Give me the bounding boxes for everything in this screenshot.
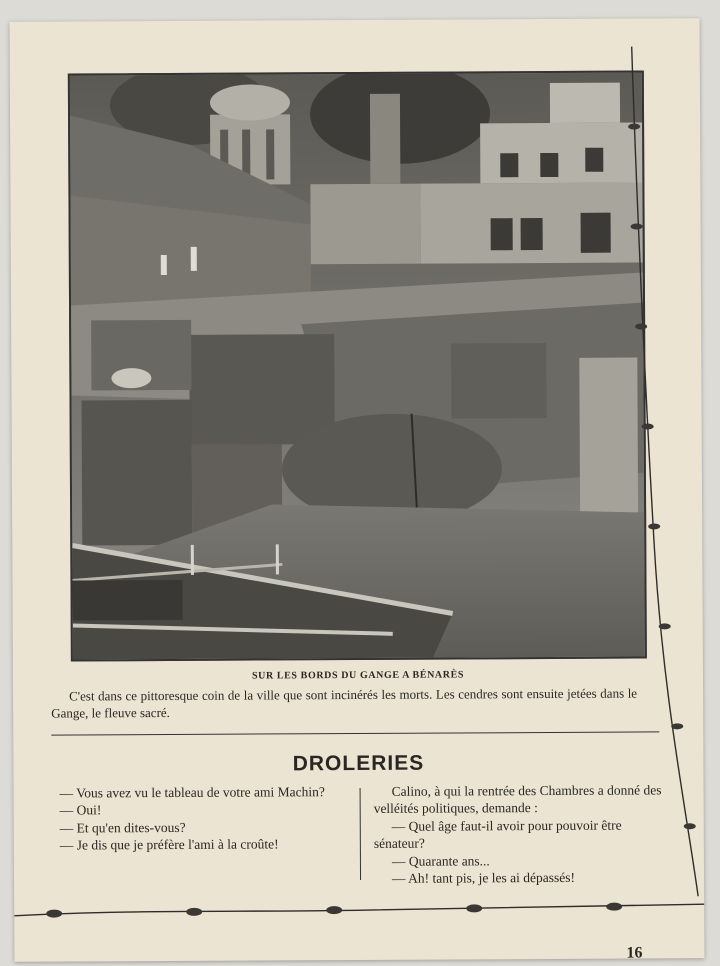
magazine-page — [10, 18, 705, 962]
droleries-heading: DROLERIES — [213, 751, 503, 777]
photo-caption: C'est dans ce pittoresque coin de la ville que sont incinérés les morts. Les cendres sont ensuite jetées dans le Gange, le fleuve sacré. — [51, 685, 637, 722]
dialogue-line: — Je dis que je préfère l'ami à la croûte! — [42, 835, 348, 854]
droleries-left-column — [42, 783, 348, 854]
dialogue-line: — Vous avez vu le tableau de votre ami Machin? — [42, 783, 348, 802]
ganges-photograph — [68, 70, 647, 661]
section-divider — [51, 731, 659, 735]
photo-illustration — [70, 73, 645, 660]
floral-border-bottom — [14, 890, 714, 934]
dialogue-line: — Oui! — [42, 800, 348, 819]
column-separator — [360, 788, 361, 880]
page-number: 16 — [626, 945, 642, 963]
photo-title: SUR LES BORDS DU GANGE A BÉNARÈS — [113, 669, 603, 683]
dialogue-line: — Ah! tant pis, je les ai dépassés! — [374, 868, 674, 887]
dialogue-line: — Quarante ans... — [374, 851, 674, 870]
dialogue-line: Calino, à qui la rentrée des Chambres a donné des velléités politiques, demande : — [374, 781, 674, 817]
dialogue-line: — Quel âge faut-il avoir pour pouvoir être sénateur? — [374, 816, 674, 852]
floral-border-right — [622, 46, 717, 926]
dialogue-line: — Et qu'en dites-vous? — [42, 818, 348, 837]
